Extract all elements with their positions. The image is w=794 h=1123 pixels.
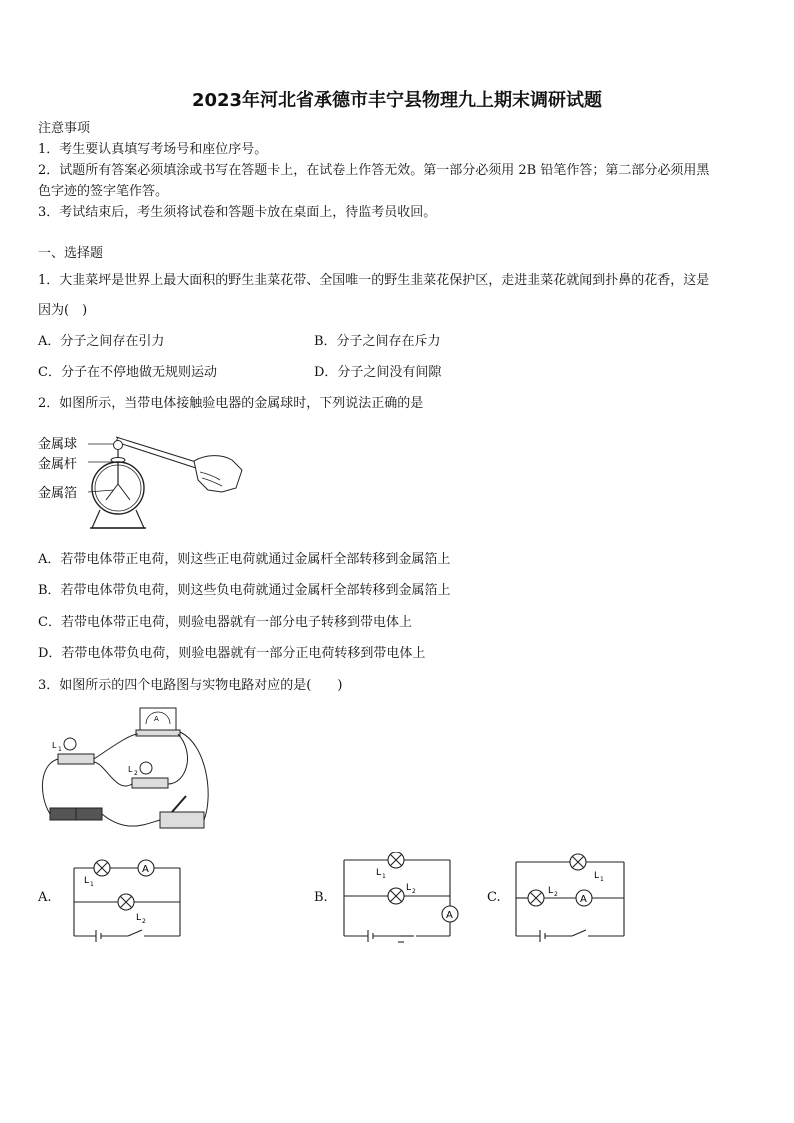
q3-option-c-label: C.: [487, 890, 501, 905]
circuit-diagram-a: [70, 852, 184, 942]
svg-text:L: L: [84, 876, 90, 886]
q2-stem: 2．如图所示，当带电体接触验电器的金属球时，下列说法正确的是: [38, 396, 424, 411]
section-heading: 一、选择题: [38, 246, 104, 261]
svg-text:L: L: [52, 741, 57, 750]
svg-text:L: L: [548, 886, 554, 896]
svg-text:2: 2: [412, 888, 416, 895]
svg-text:1: 1: [90, 881, 94, 888]
svg-text:A: A: [446, 910, 453, 921]
svg-text:1: 1: [600, 876, 604, 883]
svg-text:A: A: [142, 864, 149, 875]
svg-text:2: 2: [134, 770, 138, 777]
q1-option-b: B．分子之间存在斥力: [314, 334, 441, 349]
q2-option-d: D．若带电体带负电荷，则验电器就有一部分正电荷转移到带电体上: [38, 646, 426, 661]
q2-option-b: B．若带电体带负电荷，则这些负电荷就通过金属杆全部转移到金属箔上: [38, 583, 451, 598]
physical-circuit-figure: [36, 704, 216, 842]
q2-option-c: C．若带电体带正电荷，则验电器就有一部分电子转移到带电体上: [38, 615, 412, 630]
notice-item-1: 1．考生要认真填写考场号和座位序号。: [38, 142, 268, 157]
svg-text:L: L: [136, 913, 142, 923]
notice-item-2: 2．试题所有答案必须填涂或书写在答题卡上，在试卷上作答无效。第一部分必须用 2B 铅笔作答；第二部分必须用黑: [38, 163, 710, 178]
q1-option-d: D．分子之间没有间隙: [314, 365, 442, 380]
notice-heading: 注意事项: [38, 121, 91, 136]
svg-text:L: L: [128, 765, 133, 774]
q1-option-a: A．分子之间存在引力: [38, 334, 165, 349]
notice-item-3: 3．考试结束后，考生须将试卷和答题卡放在桌面上，待监考员收回。: [38, 205, 437, 220]
svg-text:1: 1: [382, 873, 386, 880]
q2-option-a: A．若带电体带正电荷，则这些正电荷就通过金属杆全部转移到金属箔上: [38, 552, 451, 567]
label-metal-foil: 金属箔: [38, 486, 78, 501]
q1-stem-cont: 因为( ): [38, 303, 88, 318]
q1-option-c: C．分子在不停地做无规则运动: [38, 365, 217, 380]
svg-text:2: 2: [142, 918, 146, 925]
notice-item-2-cont: 色字迹的签字笔作答。: [38, 184, 169, 199]
page-title: 2023年河北省承德市丰宁县物理九上期末调研试题: [191, 90, 603, 111]
label-metal-ball: 金属球: [38, 437, 78, 452]
svg-text:1: 1: [58, 746, 62, 753]
label-metal-rod: 金属杆: [38, 457, 78, 472]
q3-stem: 3．如图所示的四个电路图与实物电路对应的是( ): [38, 678, 343, 693]
svg-text:A: A: [580, 894, 587, 905]
q3-option-b-label: B.: [314, 890, 328, 905]
svg-text:A: A: [154, 715, 159, 723]
q3-option-a-label: A.: [38, 890, 52, 905]
svg-text:2: 2: [554, 891, 558, 898]
svg-text:L: L: [406, 883, 412, 893]
electroscope-figure: [36, 428, 246, 532]
circuit-diagram-c: [512, 852, 630, 946]
circuit-diagram-b: [340, 852, 464, 946]
svg-text:L: L: [594, 871, 600, 881]
q1-stem: 1．大韭菜坪是世界上最大面积的野生韭菜花带、全国唯一的野生韭菜花保护区，走进韭菜花就闻到扑鼻的花香，这是: [38, 273, 710, 288]
svg-text:L: L: [376, 868, 382, 878]
